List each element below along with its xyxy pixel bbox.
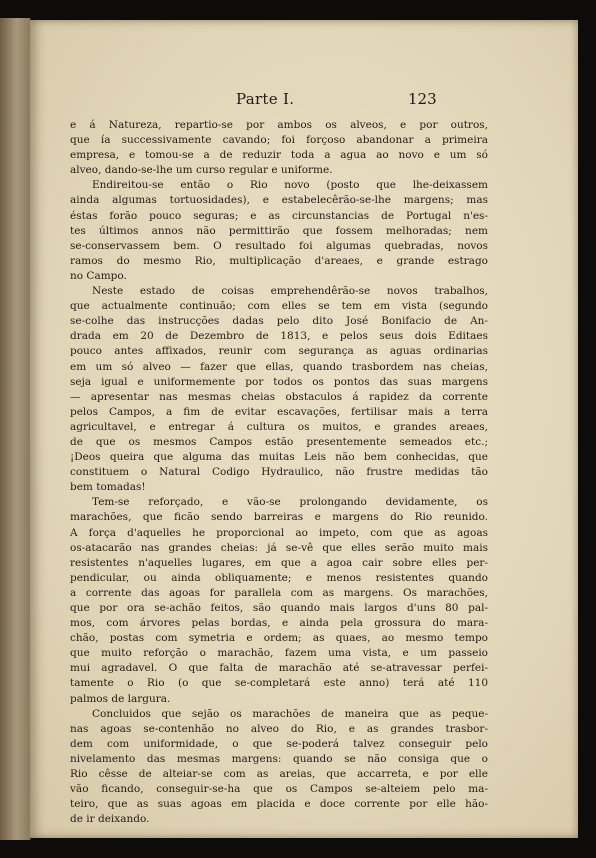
text-line: de ir deixando. (70, 813, 150, 826)
text-line: em um só alveo — fazer que ellas, quando trasbordem nas cheias, (70, 360, 488, 373)
text-line: tes últimos annos não permittirão que fossem melhoradas; nem (70, 224, 488, 237)
text-line: mos, com árvores pelas bordas, e ainda pela grossura do mara- (70, 617, 488, 630)
text-line: pouco antes affixados, reunir com segurança as aguas ordinarias (70, 345, 488, 358)
text-line: empresa, e tomou-se a de reduzir toda a agua ao novo e um só (70, 149, 488, 162)
text-line: chão, postas com symetria e ordem; as quaes, ao mesmo tempo (70, 632, 488, 645)
text-line: nas agoas se-contenhão no alveo do Rio, e as grandes trasbor- (70, 722, 488, 735)
text-line: se-colhe das instrucções dadas pelo dito José Bonifacio de An- (70, 315, 488, 328)
text-line: mui agradavel. O que falta de marachão até se-atravessar perfei- (70, 662, 488, 675)
text-line: Concluidos que sejão os marachões de maneira que as peque- (92, 707, 488, 720)
page-number: 123 (408, 90, 437, 108)
text-line: nivelamento das mesmas margens: quando se não consiga que o (70, 752, 488, 765)
text-line: Tem-se reforçado, e vão-se prolongando devidamente, os (92, 496, 488, 509)
text-line: Neste estado de coisas emprehendêrão-se novos trabalhos, (92, 285, 488, 298)
body-text (70, 118, 488, 827)
text-line: Endireitou-se então o Rio novo (posto que lhe-deixassem (92, 179, 488, 192)
text-line: seja igual e uniformemente por todos os pontos das suas margens (70, 375, 488, 388)
text-line: dem com uniformidade, o que se-poderá talvez conseguir pelo (70, 737, 488, 750)
text-line: marachões, que ficão sendo barreiras e margens do Rio reunido. (70, 511, 488, 524)
text-line: palmos de largura. (70, 692, 171, 705)
text-line: se-conservassem bem. O resultado foi algumas quebradas, novos (70, 239, 488, 252)
text-line: os-atacarão nas grandes cheias: já se-vê que elles serão muito mais (70, 541, 488, 554)
text-line: que actualmente continuão; com elles se tem em vista (segundo (70, 300, 488, 313)
facing-page-edge (0, 18, 31, 840)
text-line: alveo, dando-se-lhe um curso regular e uniforme. (70, 164, 333, 177)
text-line: A força d'aquelles he proporcional ao impeto, com que as agoas (70, 526, 488, 539)
text-line: drada em 20 de Dezembro de 1813, e pelos seus dois Editaes (70, 330, 488, 343)
text-line: no Campo. (70, 269, 127, 282)
text-line: que muito reforção o marachão, fazem uma vista, e um passeio (70, 647, 488, 660)
text-line: que ía successivamente cavando; foi forçoso abandonar a primeira (70, 134, 488, 147)
text-line: de que os mesmos Campos estão presentemente semeados etc.; (70, 435, 488, 448)
text-line: a corrente das agoas for parallela com as margens. Os marachões, (70, 586, 488, 599)
text-line: que por ora se-achão feitos, são quando mais largos d'uns 80 pal- (70, 602, 488, 614)
text-line: bem tomadas! (70, 481, 146, 494)
running-title: Parte I. (236, 90, 295, 108)
page-header (30, 90, 578, 112)
text-line: constituem o Natural Codigo Hydraulico, não frustre medidas tão (70, 466, 488, 479)
book-page (30, 20, 578, 838)
text-line: agricultavel, e entregar á cultura os muitos, e grandes areaes, (70, 420, 488, 433)
text-line: pelos Campos, a fim de evitar escavações, fertilisar mais a terra (70, 405, 488, 418)
text-line: resistentes n'aquelles lugares, em que a agoa cair sobre elles per- (70, 556, 488, 569)
text-line: — apresentar nas mesmas cheias obstaculos á rapidez da corrente (70, 390, 488, 403)
text-line: ¡Deos queira que alguma das muitas Leis não bem conhecidas, que (70, 451, 488, 464)
text-line: pendicular, ou ainda obliquamente; e menos resistentes quando (70, 571, 488, 584)
text-line: e á Natureza, repartio-se por ambos os alveos, e por outros, (70, 119, 488, 131)
text-line: éstas forão pouco seguras; e as circunstancias de Portugal n'es- (70, 209, 488, 222)
text-line: vão ficando, conseguir-se-ha que os Campos se-alteiem pelo ma- (70, 783, 488, 796)
text-line: teiro, que as suas agoas em placida e doce corrente por elle hão- (70, 798, 488, 811)
text-line: tamente o Rio (o que se-completará este anno) terá até 110 (70, 677, 488, 690)
text-line: Rio cêsse de alteiar-se com as areias, que accarreta, e por elle (70, 768, 488, 781)
text-line: ainda algumas tortuosidades), e estabelecêrão-se-lhe margens; mas (70, 194, 488, 207)
text-line: ramos do mesmo Rio, multiplicação d'areaes, e grande estrago (70, 254, 488, 267)
